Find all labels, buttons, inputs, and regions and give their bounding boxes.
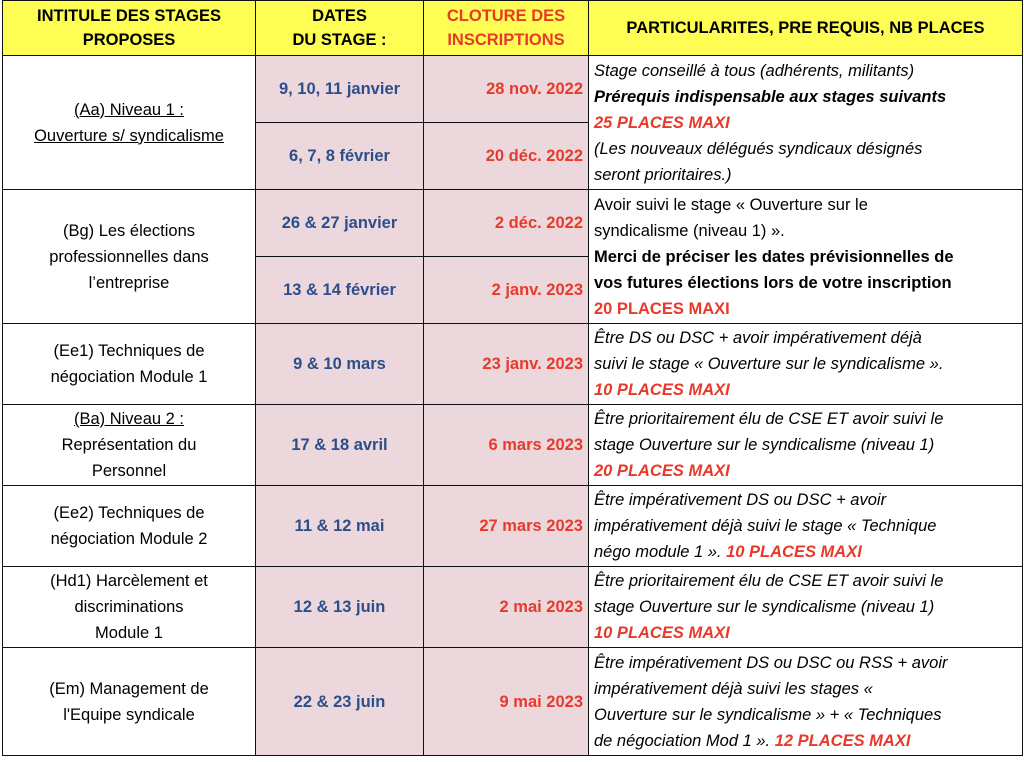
registration-deadline: 2 mai 2023 <box>424 567 589 648</box>
stage-title: (Aa) Niveau 1 : Ouverture s/ syndicalisme <box>3 56 256 190</box>
registration-deadline: 6 mars 2023 <box>424 405 589 486</box>
header-dates: DATES DU STAGE : <box>256 1 424 56</box>
stage-title: (Hd1) Harcèlement et discriminations Module 1 <box>3 567 256 648</box>
table-row <box>3 567 1023 648</box>
places-badge: 25 PLACES MAXI <box>594 113 730 132</box>
header-row <box>3 1 1023 56</box>
stage-date: 11 & 12 mai <box>256 486 424 567</box>
stage-title: (Bg) Les élections professionnelles dans l’entreprise <box>3 190 256 324</box>
stage-requirements: Stage conseillé à tous (adhérents, militants) Prérequis indispensable aux stages suivants 25 PLACES MAXI (Les nouveaux délégués syndicaux désignés seront prioritaires.) <box>589 56 1023 190</box>
table-row <box>3 648 1023 756</box>
stage-requirements: Être impérativement DS ou DSC + avoir impérativement déjà suivi le stage « Technique négo module 1 ». 10 PLACES MAXI <box>589 486 1023 567</box>
stage-title: (Ee2) Techniques de négociation Module 2 <box>3 486 256 567</box>
stage-title: (Ee1) Techniques de négociation Module 1 <box>3 324 256 405</box>
stage-requirements: Avoir suivi le stage « Ouverture sur le syndicalisme (niveau 1) ». Merci de préciser les dates prévisionnelles de vos futures élections lors de votre inscription 20 PLACES MAXI <box>589 190 1023 324</box>
stage-title: (Ba) Niveau 2 : Représentation du Personnel <box>3 405 256 486</box>
stage-date: 17 & 18 avril <box>256 405 424 486</box>
stage-date: 22 & 23 juin <box>256 648 424 756</box>
places-badge: 20 PLACES MAXI <box>594 462 730 480</box>
stage-date: 6, 7, 8 février <box>256 123 424 190</box>
registration-deadline: 2 déc. 2022 <box>424 190 589 257</box>
header-particularites: PARTICULARITES, PRE REQUIS, NB PLACES <box>589 1 1023 56</box>
table-row <box>3 405 1023 486</box>
registration-deadline: 9 mai 2023 <box>424 648 589 756</box>
table-row <box>3 190 1023 257</box>
places-badge: 20 PLACES MAXI <box>594 299 730 318</box>
table-row <box>3 56 1023 123</box>
header-cloture: CLOTURE DES INSCRIPTIONS <box>424 1 589 56</box>
training-schedule-table <box>2 0 1023 756</box>
stage-requirements: Être DS ou DSC + avoir impérativement déjà suivi le stage « Ouverture sur le syndicalisme ». 10 PLACES MAXI <box>589 324 1023 405</box>
table-row <box>3 486 1023 567</box>
registration-deadline: 28 nov. 2022 <box>424 56 589 123</box>
places-badge: 10 PLACES MAXI <box>594 381 730 399</box>
registration-deadline: 23 janv. 2023 <box>424 324 589 405</box>
table-row <box>3 324 1023 405</box>
registration-deadline: 2 janv. 2023 <box>424 257 589 324</box>
stage-title: (Em) Management de l'Equipe syndicale <box>3 648 256 756</box>
stage-requirements: Être prioritairement élu de CSE ET avoir suivi le stage Ouverture sur le syndicalisme (niveau 1) 20 PLACES MAXI <box>589 405 1023 486</box>
stage-date: 12 & 13 juin <box>256 567 424 648</box>
stage-date: 13 & 14 février <box>256 257 424 324</box>
stage-date: 9 & 10 mars <box>256 324 424 405</box>
stage-date: 26 & 27 janvier <box>256 190 424 257</box>
stage-date: 9, 10, 11 janvier <box>256 56 424 123</box>
places-badge: 10 PLACES MAXI <box>594 624 730 642</box>
stage-requirements: Être prioritairement élu de CSE ET avoir suivi le stage Ouverture sur le syndicalisme (niveau 1) 10 PLACES MAXI <box>589 567 1023 648</box>
registration-deadline: 20 déc. 2022 <box>424 123 589 190</box>
header-intitule: INTITULE DES STAGES PROPOSES <box>3 1 256 56</box>
stage-requirements: Être impérativement DS ou DSC ou RSS + avoir impérativement déjà suivi les stages « Ouverture sur le syndicalisme » + « Techniques de négociation Mod 1 ». 12 PLACES MAXI <box>589 648 1023 756</box>
registration-deadline: 27 mars 2023 <box>424 486 589 567</box>
places-badge: 10 PLACES MAXI <box>726 543 862 561</box>
places-badge: 12 PLACES MAXI <box>774 731 911 750</box>
